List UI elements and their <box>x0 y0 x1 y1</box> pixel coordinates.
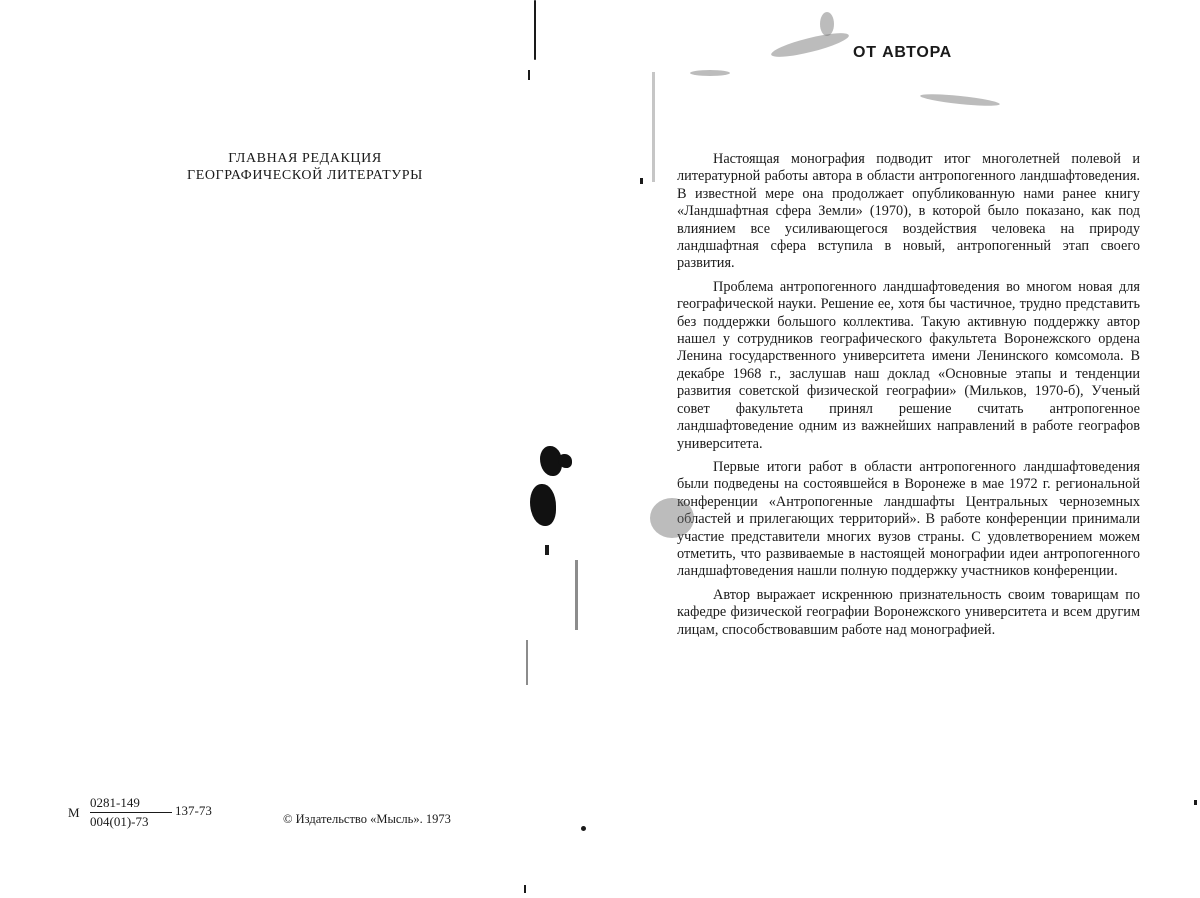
scan-smudge <box>690 70 730 76</box>
scan-mark <box>1194 800 1197 805</box>
catalog-letter: М <box>68 805 80 820</box>
scan-mark <box>575 560 578 630</box>
scan-mark <box>524 885 526 893</box>
ink-blot <box>530 484 556 526</box>
scan-smudge <box>650 498 694 538</box>
scan-mark <box>526 640 528 685</box>
scan-mark <box>534 0 536 60</box>
catalog-fraction <box>90 795 160 830</box>
scan-smudge <box>820 12 834 36</box>
fraction-bar <box>90 812 172 813</box>
ink-blot <box>558 454 572 468</box>
scan-mark <box>652 72 655 182</box>
section-heading: ОТ АВТОРА <box>853 44 953 61</box>
catalog-denominator: 004(01)-73 <box>90 814 149 829</box>
scan-smudge <box>769 29 850 62</box>
scan-smudge <box>920 92 1000 108</box>
copyright-notice: © Издательство «Мысль». 1973 <box>283 812 451 826</box>
paragraph: Первые итоги работ в области антропогенного ландшафтоведения были подведены на состоявшейся в Воронеже в мае 1972 г. региональной конференции «Антропогенные ландшафты Центральных черноземных областей и прилегающих территорий». В работе конференции принимали участие представители многих вузов страны. С удовлетворением можем отметить, что развиваемые в настоящей монографии идеи антропогенного ландшафтоведения нашли полную поддержку участников конференции. <box>677 458 1140 580</box>
paragraph: Автор выражает искреннюю признательность своим товарищам по кафедре физической географии Воронежского университета и всем другим лицам, способствовавшим работе над монографией. <box>677 586 1140 638</box>
paragraph: Настоящая монография подводит итог многолетней полевой и литературной работы автора в области антропогенного ландшафтоведения. В известной мере она продолжает опубликованную нами ранее книгу «Ландшафтная сфера Земли» (1970), в которой было показано, как под влиянием все усиливающегося воздействия человека на природу ландшафтная сфера вступила в новый, антропогенный этап своего развития. <box>677 151 1140 272</box>
editorial-line-1: ГЛАВНАЯ РЕДАКЦИЯ <box>228 151 382 166</box>
scan-mark <box>581 826 586 831</box>
scan-mark <box>640 178 643 184</box>
right-page <box>600 0 1200 898</box>
editorial-board-title <box>140 150 470 184</box>
preface-body <box>677 151 1140 645</box>
scan-mark <box>528 70 530 80</box>
catalog-numerator: 0281-149 <box>90 795 140 810</box>
editorial-line-2: ГЕОГРАФИЧЕСКОЙ ЛИТЕРАТУРЫ <box>187 168 423 183</box>
paragraph: Проблема антропогенного ландшафтоведения во многом новая для географической науки. Решение ее, хотя бы частичное, трудно представить без поддержки большого коллектива. Такую активную поддержку автор нашел у сотрудников географического факультета Воронежского ордена Ленина государственного университета имени Ленинского комсомола. В декабре 1968 г., заслушав наш доклад «Основные этапы и тенденции развития советской физической географии» (Мильков, 1970-б), Ученый совет факультета принял решение считать антропогенное ландшафтоведение одним из важнейших направлений в работе географов университета. <box>677 278 1140 452</box>
catalog-code: 137-73 <box>175 803 212 818</box>
scan-mark <box>545 545 549 555</box>
